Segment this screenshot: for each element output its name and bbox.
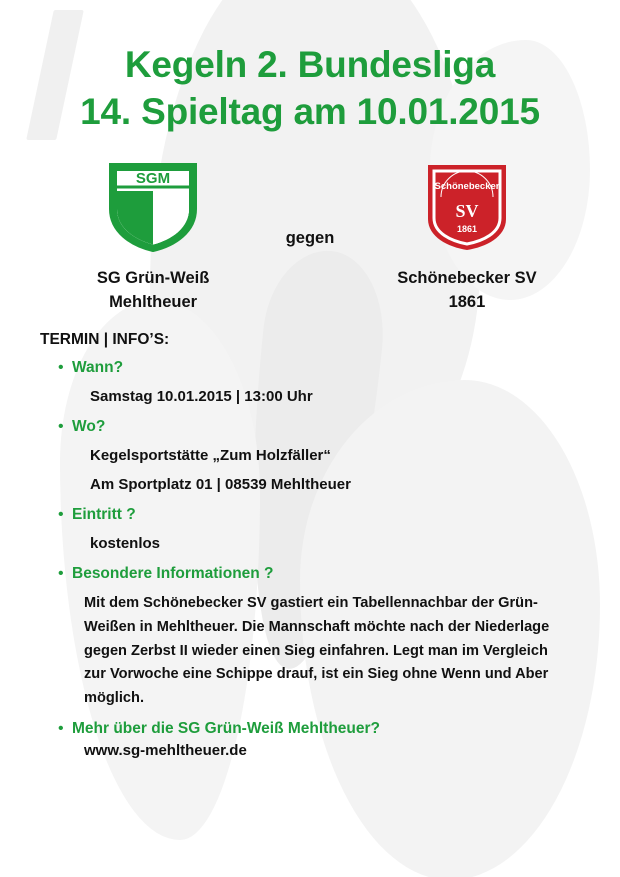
bullet-icon: • [58, 565, 64, 583]
title-line-1: Kegeln 2. Bundesliga [124, 44, 496, 85]
info-question: Besondere Informationen ? [72, 565, 274, 583]
title-line-2: 14. Spieltag am 10.01.2015 [80, 90, 540, 132]
bullet-icon: • [58, 720, 64, 738]
teams-row [0, 135, 620, 315]
info-question: Mehr über die SG Grün-Weiß Mehltheuer? [72, 720, 381, 738]
home-team-logo [55, 161, 251, 253]
away-team-name-line1: Schönebecker SV [397, 269, 537, 288]
away-team [369, 161, 565, 315]
bullet-icon: • [58, 359, 64, 377]
sgm-crest-icon [105, 161, 201, 253]
home-team-name [55, 267, 251, 315]
svg-text:Schönebecker: Schönebecker [434, 181, 500, 193]
versus-label: gegen [285, 229, 335, 248]
info-item-eintritt [58, 505, 580, 526]
poster-title [0, 0, 620, 135]
website-url[interactable]: www.sg-mehltheuer.de [84, 742, 247, 760]
info-answer: Kegelsportstätte „Zum Holzfäller“ [90, 446, 331, 464]
svg-text:SGM: SGM [135, 170, 171, 188]
info-section [0, 315, 620, 759]
info-answer: kostenlos [90, 535, 161, 553]
info-item-mehr-ueber [58, 719, 580, 740]
info-question: Wo? [72, 418, 106, 436]
svg-text:1861: 1861 [456, 224, 477, 235]
info-question: Eintritt ? [72, 506, 136, 524]
info-item-besondere-informationen [58, 564, 580, 585]
away-team-name [369, 267, 565, 315]
info-paragraph: Mit dem Schönebecker SV gastiert ein Tabellennachbar der Grün-Weißen in Mehltheuer. Die Mannschaft möchte nach der Niederlage gegen Zerbst II wieder einen Sieg einfahren. Legt man im Vergleich zur Vorwoche eine Schippe drauf, ist ein Sieg ohne Wenn und Aber möglich. [84, 595, 550, 706]
away-team-logo [369, 161, 565, 253]
info-item-wo [58, 417, 580, 438]
info-answer: Samstag 10.01.2015 | 13:00 Uhr [90, 387, 313, 405]
svg-text:SV: SV [455, 201, 479, 222]
home-team [55, 161, 251, 315]
bullet-icon: • [58, 506, 64, 524]
bullet-icon: • [58, 418, 64, 436]
info-answer: Am Sportplatz 01 | 08539 Mehltheuer [90, 476, 351, 494]
info-heading: TERMIN | INFO’S: [40, 331, 170, 349]
schoenebecker-sv-crest-icon [424, 161, 510, 253]
away-team-name-line2: 1861 [448, 293, 486, 312]
info-question: Wann? [72, 359, 124, 377]
home-team-name-line1: SG Grün-Weiß [96, 269, 210, 288]
home-team-name-line2: Mehltheuer [109, 293, 198, 312]
info-item-wann [58, 358, 580, 379]
